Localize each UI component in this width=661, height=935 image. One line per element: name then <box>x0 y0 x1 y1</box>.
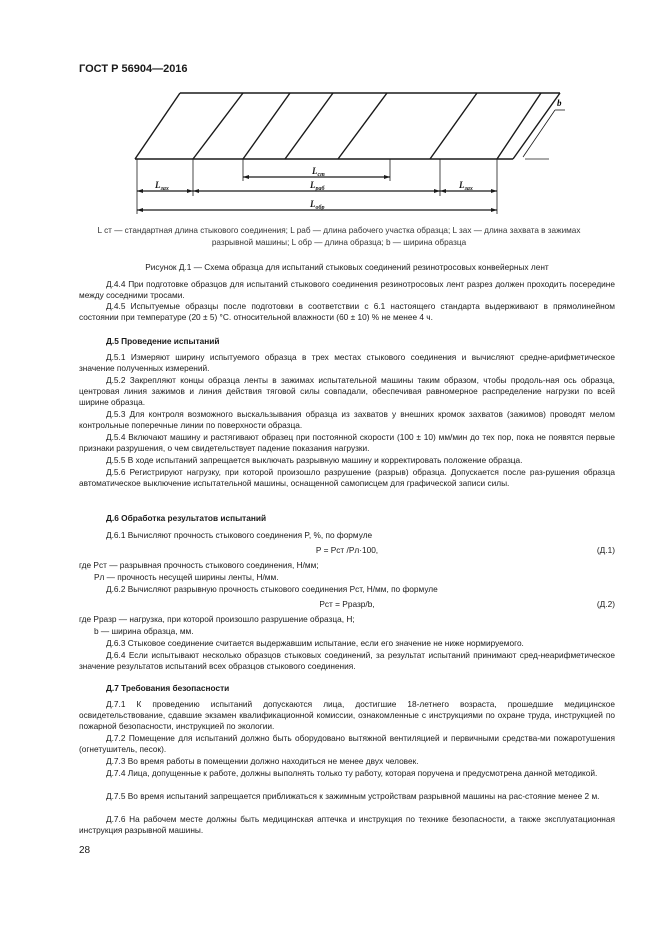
para-d71: Д.7.1 К проведению испытаний допускаются лица, достигшие 18-летнего возраста, прошедшие медицинское освидетельствование, сдавшие экзамен квалификационной комиссии, ознакомленные с инструкциями по охране труда, инструкцией по пожарной безопасности, инструкцией по экологии. <box>79 699 615 731</box>
section-heading-d6: Д.6 Обработка результатов испытаний <box>106 513 267 523</box>
para-d55: Д.5.5 В ходе испытаний запрещается выключать разрывную машину и корректировать положение образца. <box>106 455 523 465</box>
para-d56: Д.5.6 Регистрируют нагрузку, при которой произошло разрушение (разрыв) образца. Допускается после раз-рушения образца автоматическое выключение испытательной машины, оснащенной самописцем для графической записи силы. <box>79 467 615 488</box>
where-d1-a: где Pст — разрывная прочность стыкового соединения, Н/мм; <box>79 560 319 570</box>
l-zah-left-sub: зах <box>160 186 169 192</box>
where-d2-b: b — ширина образца, мм. <box>94 626 194 636</box>
para-d73: Д.7.3 Во время работы в помещении должно находиться не менее двух человек. <box>106 756 419 766</box>
where-d1-b: Pл — прочность несущей ширины ленты, Н/мм. <box>94 572 279 582</box>
equation-d1-number: (Д.1) <box>596 545 615 555</box>
sample-diagram <box>125 88 565 218</box>
l-st-label: L <box>312 166 318 176</box>
svg-text:Lраб <box>309 180 326 192</box>
para-d52: Д.5.2 Закрепляют концы образца ленты в зажимах испытательной машины таким образом, чтобы продоль-ная ось образца, центровая линия зажимов и линия действия тяговой силы совпадали, обеспечивая равномерное распределение нагрузки по всей ширине образца. <box>79 375 615 407</box>
para-d64: Д.6.4 Если испытывают несколько образцов стыковых соединений, за результат испытаний принимают сред-неарифметическое значение результатов испытаний всех образцов стыкового соединения. <box>79 650 615 671</box>
equation-d1-formula: P = Pст /Pл·100, <box>315 545 379 555</box>
para-d75: Д.7.5 Во время испытаний запрещается приближаться к зажимным устройствам разрывной машины на рас-стояние менее 2 м. <box>106 791 600 801</box>
svg-text:Lст <box>311 166 325 178</box>
l-zah-right-label: L <box>459 180 465 190</box>
l-zah-left-label: L <box>155 180 161 190</box>
b-label: b <box>557 98 562 108</box>
para-d62: Д.6.2 Вычисляют разрывную прочность стыкового соединения Pст, Н/мм, по формуле <box>106 584 438 594</box>
l-rab-label: L <box>310 180 316 190</box>
svg-text:Lзах <box>458 180 473 192</box>
para-d76: Д.7.6 На рабочем месте должны быть медицинская аптечка и инструкция по технике безопасности, а также эксплуатационная инструкция разрывной машины. <box>79 814 615 835</box>
para-d74: Д.7.4 Лица, допущенные к работе, должны выполнять только ту работу, которая поручена и предусмотрена данной методикой. <box>106 768 598 778</box>
equation-d2-formula: Pст = Pразр/b, <box>319 599 375 609</box>
l-zah-right-sub: зах <box>464 186 473 192</box>
para-d72: Д.7.2 Помещение для испытаний должно быть оборудовано вытяжной вентиляцией и первичными средства-ми пожаротушения (огнетушитель, песок). <box>79 733 615 754</box>
where-d2-a: где Pразр — нагрузка, при которой произошло разрушение образца, Н; <box>79 614 355 624</box>
section-heading-d7: Д.7 Требования безопасности <box>106 683 230 693</box>
svg-text:Lобр <box>309 199 325 211</box>
para-d61: Д.6.1 Вычисляют прочность стыкового соединения P, %, по формуле <box>106 530 373 540</box>
para-d44: Д.4.4 При подготовке образцов для испытаний стыкового соединения резинотросовых лент разрез должен проходить посередине между соседними тросами. <box>79 279 615 300</box>
para-d63: Д.6.3 Стыковое соединение считается выдержавшим испытание, если его значение не ниже нормируемого. <box>106 638 524 648</box>
figure-legend-line2: разрывной машины; L обр — длина образца; b — ширина образца <box>211 238 467 247</box>
l-obr-sub: обр <box>315 205 325 211</box>
para-d45: Д.4.5 Испытуемые образцы после подготовки в соответствии с 6.1 настоящего стандарта выдерживают в прямолинейном состоянии при температуре (20 ± 5) °С. относительной влажности (60 ± 10) % не менее 4 ч. <box>79 301 615 322</box>
svg-text:Lзах <box>154 180 169 192</box>
l-obr-label: L <box>310 199 316 209</box>
para-d53: Д.5.3 Для контроля возможного выскальзывания образца из захватов у внешних кромок захватов (зажимов) проводят мелом контрольные поперечные линии по поверхности образца. <box>79 409 615 430</box>
section-heading-d5: Д.5 Проведение испытаний <box>106 336 220 346</box>
figure-legend-line1: L ст — стандартная длина стыкового соединения; L раб — длина рабочего участка образца; L зах — длина захвата в зажимах <box>97 226 581 235</box>
para-d51: Д.5.1 Измеряют ширину испытуемого образца в трех местах стыкового соединения и вычисляют средне-арифметическое значение полученных измерений. <box>79 352 615 373</box>
para-d54: Д.5.4 Включают машину и растягивают образец при постоянной скорости (100 ± 10) мм/мин до тех пор, пока не появятся первые признаки разрушения, о чем свидетельствует падение показания нагрузки. <box>79 432 615 453</box>
figure-caption: Рисунок Д.1 — Схема образца для испытаний стыковых соединений резинотросовых конвейерных лент <box>145 262 549 272</box>
page-number: 28 <box>79 845 91 856</box>
equation-d2-number: (Д.2) <box>596 599 615 609</box>
l-st-sub: ст <box>317 172 325 178</box>
document-header: ГОСТ Р 56904—2016 <box>79 63 188 75</box>
l-rab-sub: раб <box>315 186 325 192</box>
